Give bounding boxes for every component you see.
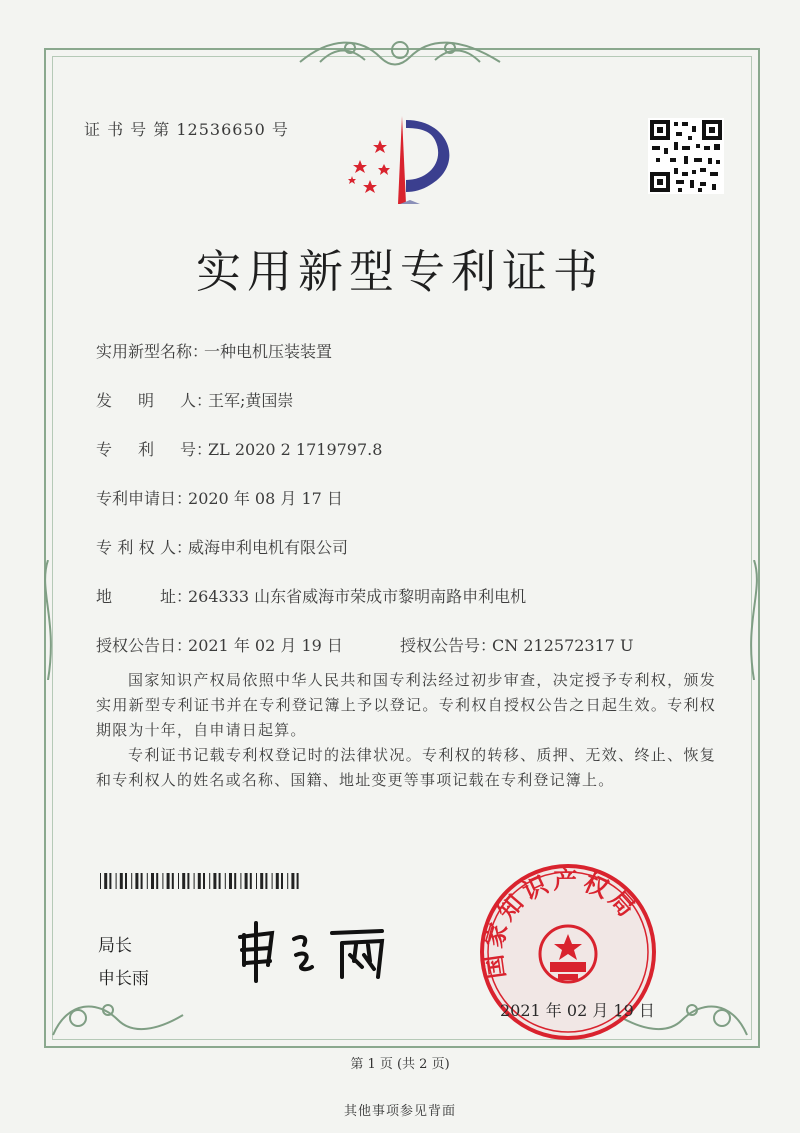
barcode-bar xyxy=(178,873,179,889)
barcode-bar xyxy=(151,873,154,889)
barcode-bar xyxy=(125,873,127,889)
grant-number-label: 授权公告号 xyxy=(400,636,481,655)
barcode-bar xyxy=(109,873,111,889)
filing-date-label: 专利申请日 xyxy=(96,489,177,508)
barcode-bar xyxy=(172,873,174,889)
utility-model-name-label: 实用新型名称 xyxy=(96,342,193,361)
barcode-bar xyxy=(281,873,283,889)
bottom-left-ornament-icon xyxy=(48,990,188,1040)
barcode-bar xyxy=(100,873,101,889)
certificate-number: 证 书 号 第 12536650 号 xyxy=(84,120,289,139)
barcode-bar xyxy=(287,873,288,889)
inventor-value: 王军;黄国崇 xyxy=(208,391,294,410)
patent-holder-row: 专 利 权 人 ：威海申利电机有限公司 xyxy=(96,535,348,558)
barcode-bar xyxy=(135,873,138,889)
barcode-bar xyxy=(229,873,232,889)
address-row: 地 址 ：264333 山东省威海市荣成市黎明南路申利电机 xyxy=(96,584,526,607)
barcode-bar xyxy=(167,873,170,889)
utility-model-name-row: 实用新型名称：一种电机压装装置 xyxy=(96,339,332,362)
barcode-bar xyxy=(265,873,267,889)
right-ornament-icon xyxy=(744,560,764,680)
grant-date-value: 2021 年 02 月 19 日 xyxy=(188,636,343,655)
barcode-bar xyxy=(256,873,257,889)
barcode-bar xyxy=(250,873,252,889)
chief-title: 局长 xyxy=(98,936,132,956)
top-ornament-icon xyxy=(290,32,510,72)
seal-date: 2021 年 02 月 19 日 xyxy=(500,1001,655,1020)
barcode-bar xyxy=(147,873,148,889)
barcode-bar xyxy=(156,873,158,889)
barcode-bar xyxy=(162,873,163,889)
qr-code-icon xyxy=(648,118,724,194)
barcode-icon xyxy=(100,873,300,889)
barcode-bar xyxy=(245,873,248,889)
filing-date-value: 2020 年 08 月 17 日 xyxy=(188,489,343,508)
barcode-bar xyxy=(276,873,279,889)
barcode-bar xyxy=(187,873,189,889)
patent-holder-value: 威海申利电机有限公司 xyxy=(188,538,349,557)
inventor-row: 发 明 人 ：王军;黄国崇 xyxy=(96,388,293,411)
address-label: 地 址 xyxy=(96,587,176,606)
barcode-bar xyxy=(194,873,195,889)
barcode-bar xyxy=(234,873,236,889)
barcode-bar xyxy=(203,873,205,889)
seal-text: 国家知识产权局 xyxy=(478,866,643,981)
page-number: 第 1 页 (共 2 页) xyxy=(350,1057,450,1072)
signature-icon xyxy=(232,915,412,985)
barcode-bar xyxy=(120,873,123,889)
barcode-bar xyxy=(116,873,117,889)
left-ornament-icon xyxy=(38,560,58,680)
patent-number-label: 专 利 号 xyxy=(96,440,196,459)
certificate-title: 实用新型专利证书 xyxy=(195,245,604,298)
barcode-bar xyxy=(291,873,294,889)
address-value: 264333 山东省威海市荣成市黎明南路申利电机 xyxy=(188,587,527,606)
chief-name: 申长雨 xyxy=(98,969,149,989)
barcode-bar xyxy=(219,873,221,889)
barcode-bar xyxy=(260,873,263,889)
patent-emblem-icon xyxy=(340,110,465,210)
barcode-bar xyxy=(209,873,210,889)
utility-model-name-value: 一种电机压装装置 xyxy=(204,342,333,361)
patent-number-row: 专 利 号 ：ZL 2020 2 1719797.8 xyxy=(96,437,382,460)
barcode-bar xyxy=(240,873,241,889)
legal-text xyxy=(96,668,716,793)
legal-paragraph-1: 国家知识产权局依照中华人民共和国专利法经过初步审查，决定授予专利权，颁发实用新型专利证书并在专利登记簿上予以登记。专利权自授权公告之日起生效。专利权期限为十年，自申请日起算。 xyxy=(96,671,716,739)
barcode-bar xyxy=(131,873,132,889)
footnote: 其他事项参见背面 xyxy=(343,1104,456,1119)
barcode-bar xyxy=(225,873,226,889)
grant-date-label: 授权公告日 xyxy=(96,636,177,655)
barcode-bar xyxy=(198,873,201,889)
barcode-bar xyxy=(104,873,107,889)
filing-date-row: 专利申请日：2020 年 08 月 17 日 xyxy=(96,486,343,509)
barcode-bar xyxy=(141,873,143,889)
barcode-bar xyxy=(213,873,216,889)
grant-date-row: 授权公告日：2021 年 02 月 19 日 xyxy=(96,633,343,656)
barcode-bar xyxy=(297,873,299,889)
grant-number-value: CN 212572317 U xyxy=(492,636,634,655)
patent-number-value: ZL 2020 2 1719797.8 xyxy=(208,440,383,459)
barcode-bar xyxy=(182,873,185,889)
patent-holder-label: 专 利 权 人 xyxy=(96,538,176,557)
grant-number-row: 授权公告号：CN 212572317 U xyxy=(400,633,634,656)
barcode-bar xyxy=(272,873,273,889)
inventor-label: 发 明 人 xyxy=(96,391,196,410)
legal-paragraph-2: 专利证书记载专利权登记时的法律状况。专利权的转移、质押、无效、终止、恢复和专利权人的姓名或名称、国籍、地址变更等事项记载在专利登记簿上。 xyxy=(96,746,716,789)
